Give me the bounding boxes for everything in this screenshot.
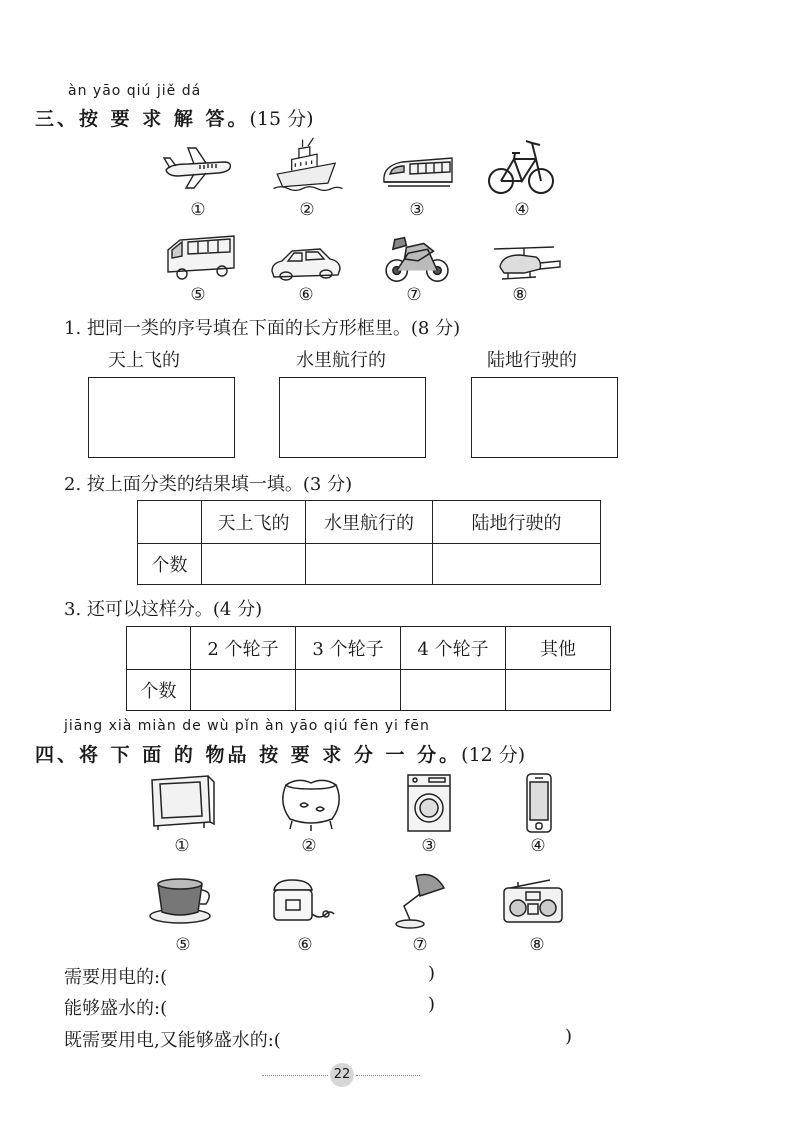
vehicle-number: ⑥: [298, 285, 314, 305]
helicopter-icon: [484, 234, 564, 292]
answer-field-electric[interactable]: [196, 963, 424, 989]
item-number: ②: [301, 836, 317, 856]
answer-cell[interactable]: [433, 544, 601, 585]
category-label-water: 水里航行的: [296, 350, 386, 371]
vehicle-number: ⑤: [190, 285, 206, 305]
question-1-text: 1. 把同一类的序号填在下面的长方形框里。(8 分): [64, 318, 461, 339]
item-number: ⑧: [529, 935, 545, 955]
rice-cooker-icon: [270, 876, 338, 928]
answer-cell[interactable]: [506, 670, 611, 711]
answer-cell[interactable]: [401, 670, 506, 711]
table-header-cell: 陆地行驶的: [433, 501, 601, 544]
table-header-cell: 水里航行的: [306, 501, 433, 544]
category-label-sky: 天上飞的: [108, 350, 180, 371]
vehicle-number: ⑦: [406, 285, 422, 305]
vehicle-number: ⑧: [512, 285, 528, 305]
answer-field-water[interactable]: [196, 994, 424, 1020]
section3-heading: [35, 104, 314, 131]
answer-box-sky[interactable]: [88, 377, 235, 458]
answer-line-electric-label: 需要用电的:(: [64, 967, 168, 988]
motorcycle-icon: [378, 228, 458, 286]
wheel-count-table: [126, 626, 611, 711]
close-paren: ): [428, 963, 436, 984]
table-header-cell: 3 个轮子: [296, 627, 401, 670]
section4-points: (12 分): [461, 744, 526, 766]
item-number: ⑤: [175, 935, 191, 955]
train-icon: [378, 142, 458, 200]
answer-cell[interactable]: [306, 544, 433, 585]
answer-cell[interactable]: [202, 544, 306, 585]
fishbowl-icon: [278, 775, 344, 833]
page-number-rule-right: [356, 1075, 420, 1076]
table-header-cell: 其他: [506, 627, 611, 670]
vehicle-number: ④: [514, 200, 530, 220]
answer-cell[interactable]: [296, 670, 401, 711]
section4-title: 四、将 下 面 的 物品 按 要 求 分 一 分。: [35, 744, 462, 766]
car-icon: [266, 234, 346, 292]
table-header-cell: 4 个轮子: [401, 627, 506, 670]
page-number: 22: [330, 1063, 354, 1087]
ship-icon: [268, 136, 348, 194]
close-paren: ): [428, 994, 436, 1015]
answer-box-water[interactable]: [279, 377, 426, 458]
section3-pinyin: àn yāo qiú jiě dá: [68, 83, 202, 99]
vehicle-number: ②: [299, 200, 315, 220]
table-row-label: 个数: [138, 544, 202, 585]
bus-icon: [160, 228, 240, 286]
classification-count-table: [137, 500, 601, 585]
cup-icon: [146, 876, 216, 926]
page-number-rule-left: [262, 1075, 328, 1076]
section4-heading: [35, 740, 525, 767]
desk-lamp-icon: [390, 870, 446, 932]
vehicle-number: ①: [190, 200, 206, 220]
category-label-land: 陆地行驶的: [487, 350, 577, 371]
airplane-icon: [158, 140, 238, 198]
item-number: ⑥: [297, 935, 313, 955]
mobile-phone-icon: [524, 772, 554, 834]
question-2-text: 2. 按上面分类的结果填一填。(3 分): [64, 474, 353, 495]
answer-line-both-label: 既需要用电,又能够盛水的:(: [64, 1030, 281, 1051]
vehicle-number: ③: [409, 200, 425, 220]
table-row-label: 个数: [127, 670, 191, 711]
answer-field-both[interactable]: [330, 1026, 560, 1052]
question-3-text: 3. 还可以这样分。(4 分): [64, 599, 263, 620]
bicycle-icon: [486, 133, 556, 201]
table-header-cell: [127, 627, 191, 670]
item-number: ③: [421, 836, 437, 856]
answer-line-water-label: 能够盛水的:(: [64, 998, 168, 1019]
answer-cell[interactable]: [191, 670, 296, 711]
section4-pinyin: jiāng xià miàn de wù pǐn àn yāo qiú fēn yi fēn: [64, 718, 430, 734]
washing-machine-icon: [405, 772, 453, 834]
item-number: ⑦: [412, 935, 428, 955]
item-number: ④: [530, 836, 546, 856]
answer-box-land[interactable]: [471, 377, 618, 458]
section3-title: 三、按 要 求 解 答。: [35, 108, 250, 130]
radio-icon: [500, 876, 566, 926]
television-icon: [148, 772, 216, 832]
close-paren: ): [565, 1026, 573, 1047]
table-header-cell: [138, 501, 202, 544]
item-number: ①: [174, 836, 190, 856]
section3-points: (15 分): [249, 108, 314, 130]
table-header-cell: 2 个轮子: [191, 627, 296, 670]
table-header-cell: 天上飞的: [202, 501, 306, 544]
